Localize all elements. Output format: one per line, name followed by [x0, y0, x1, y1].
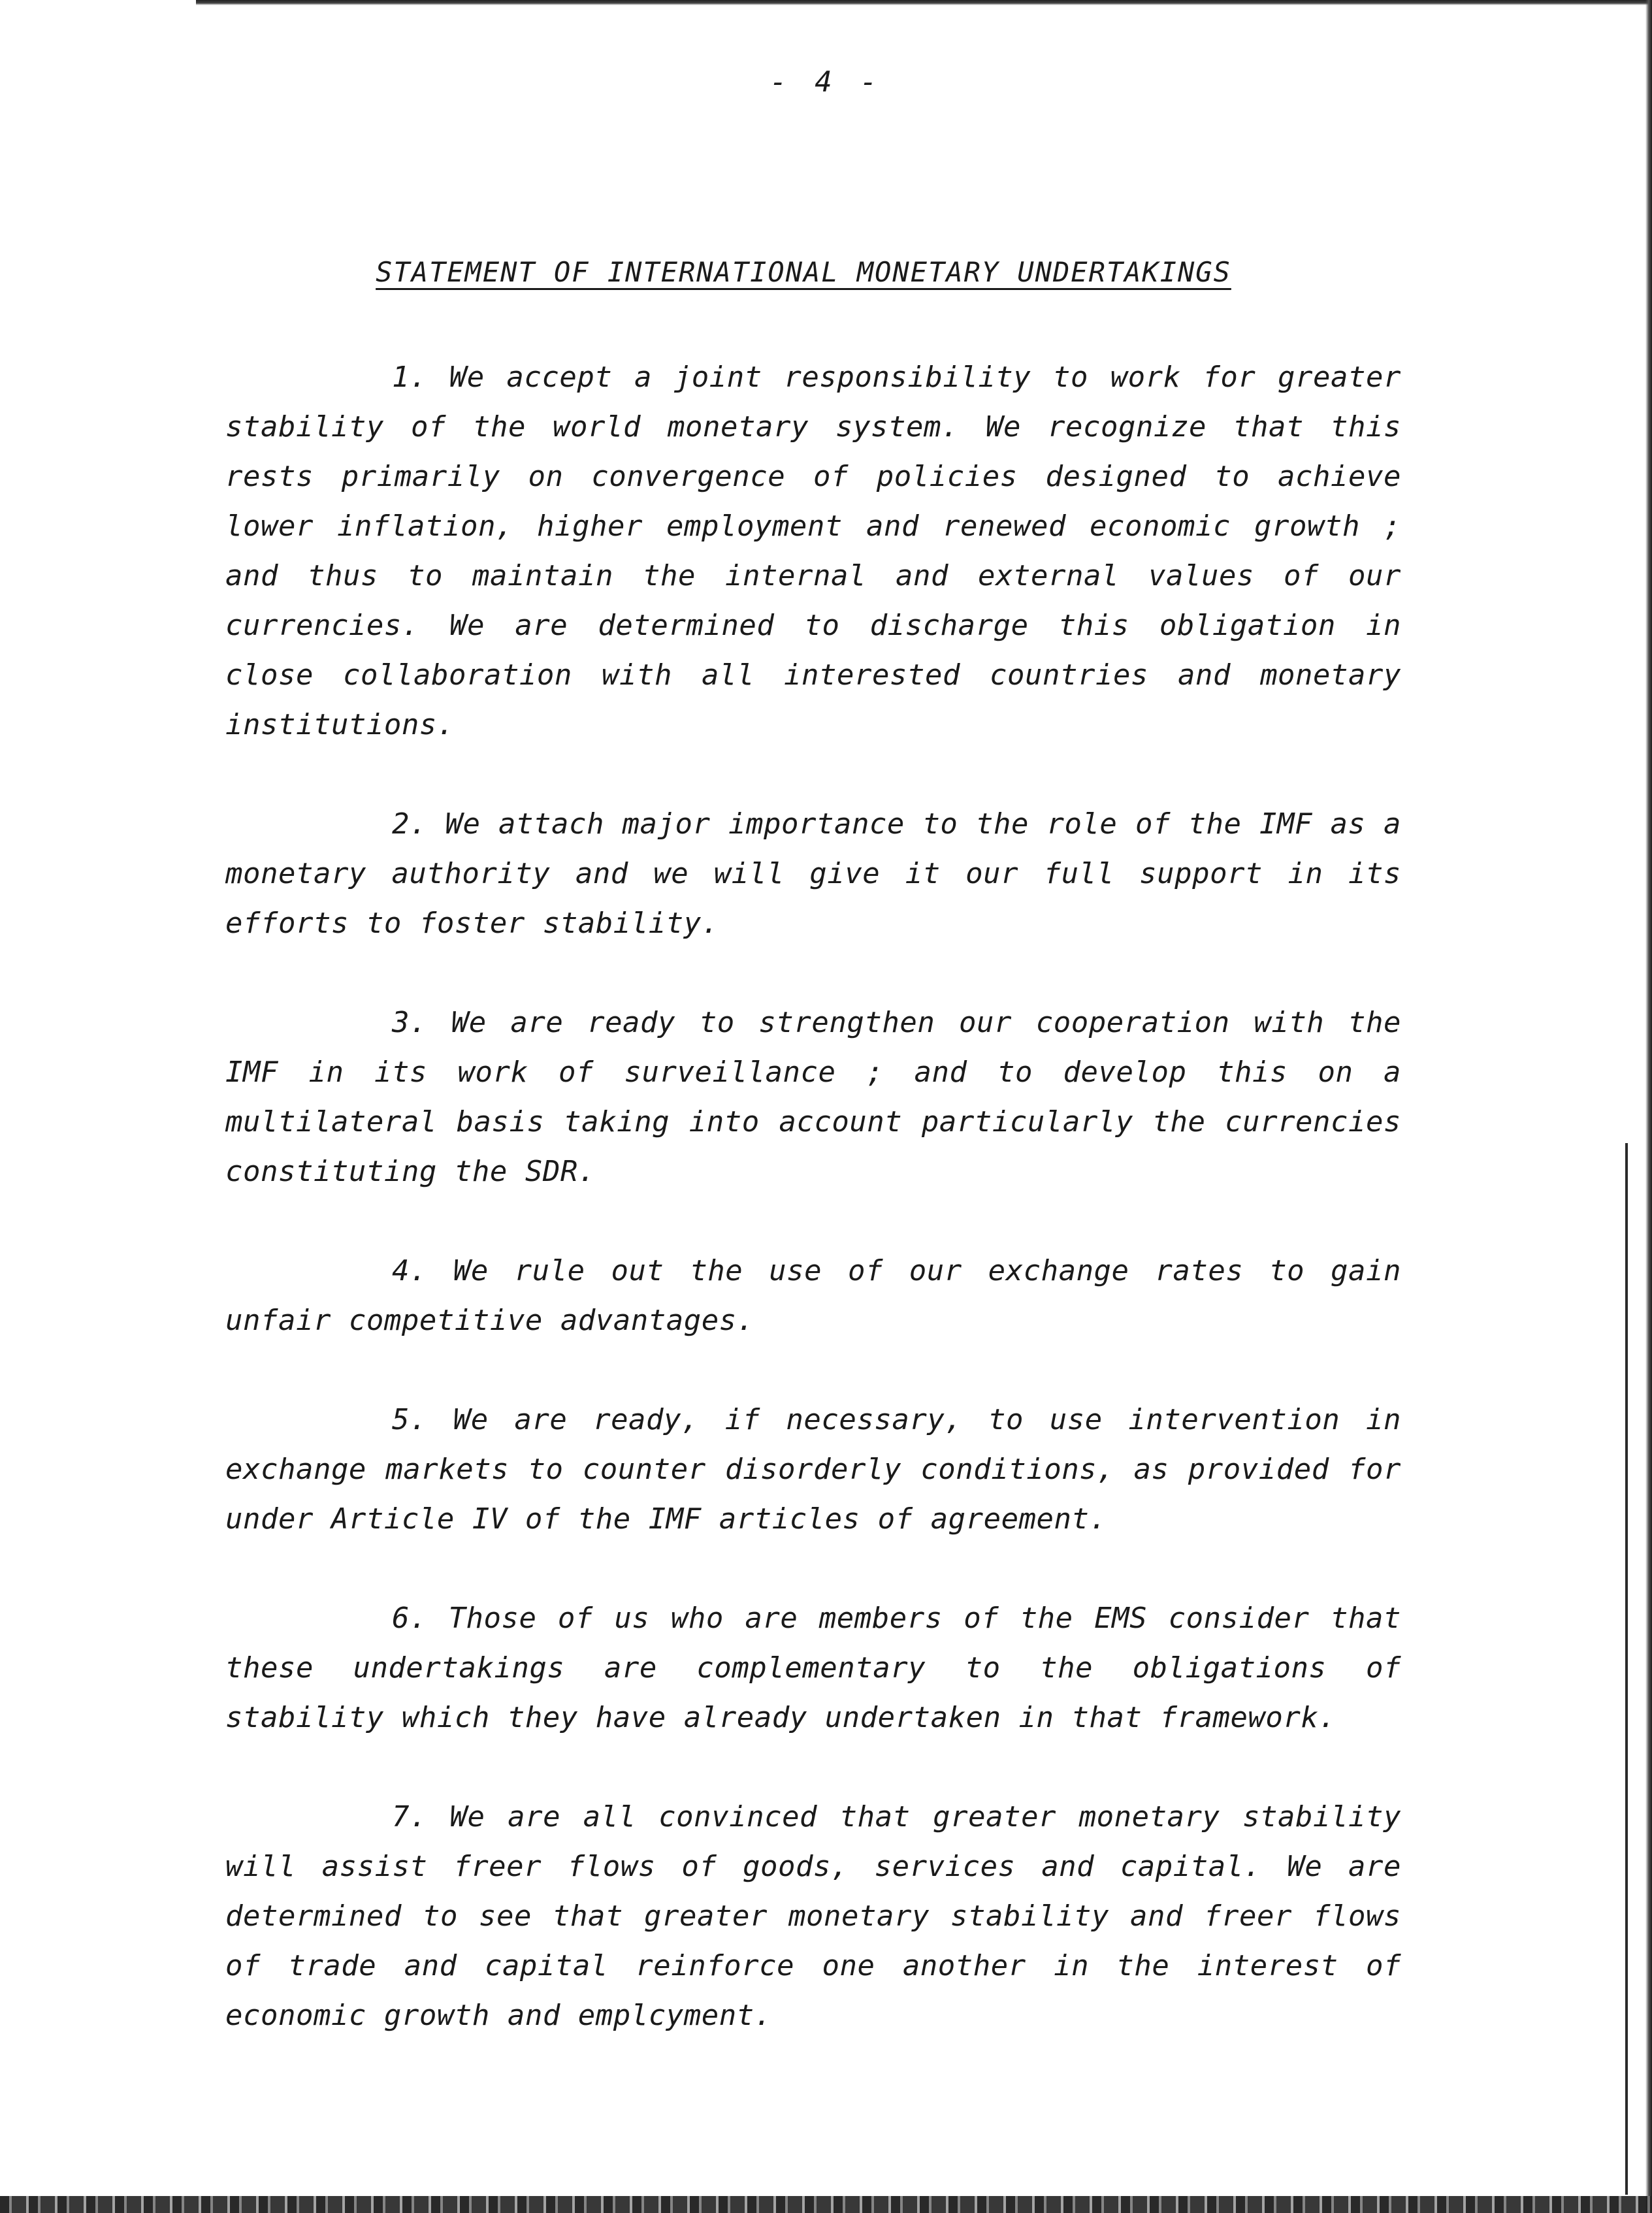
paragraph-number: 4.	[392, 1254, 427, 1287]
paragraph-3	[225, 998, 1401, 1197]
paragraph-number: 1.	[392, 361, 427, 394]
paragraph-text: We are all convinced that greater monetary stability will assist freer flows of goods, services and capital. We are determined to see that greater monetary stability and freer flows of trade and capital reinforce one another in the interest of economic growth and emplcyment.	[225, 1800, 1401, 2032]
paragraph-1	[225, 353, 1401, 750]
paragraph-number: 3.	[392, 1006, 427, 1039]
document-title: STATEMENT OF INTERNATIONAL MONETARY UNDERTAKINGS	[376, 256, 1231, 288]
document-body	[225, 353, 1401, 2090]
scan-edge-bottom	[0, 2196, 1652, 2213]
paragraph-5	[225, 1395, 1401, 1544]
paragraph-6	[225, 1594, 1401, 1743]
paragraph-number: 5.	[392, 1403, 427, 1436]
scan-edge-right	[1645, 0, 1652, 2213]
paragraph-number: 7.	[392, 1800, 427, 1833]
paragraph-text: We rule out the use of our exchange rates to gain unfair competitive advantages.	[225, 1254, 1401, 1337]
paragraph-text: We attach major importance to the role of the IMF as a monetary authority and we will give it our full support in its efforts to foster stability.	[225, 807, 1401, 940]
paragraph-4	[225, 1246, 1401, 1346]
paragraph-text: We are ready, if necessary, to use intervention in exchange markets to counter disorderly conditions, as provided for under Article IV of the IMF articles of agreement.	[225, 1403, 1401, 1536]
page-number: - 4 -	[769, 65, 883, 99]
paragraph-7	[225, 1792, 1401, 2041]
scan-edge-right-line	[1625, 1143, 1628, 2195]
paragraph-2	[225, 800, 1401, 948]
paragraph-number: 6.	[392, 1602, 427, 1635]
paragraph-text: Those of us who are members of the EMS consider that these undertakings are complementary to the obligations of stability which they have already undertaken in that framework.	[225, 1602, 1401, 1734]
paragraph-number: 2.	[392, 807, 427, 841]
paragraph-text: We accept a joint responsibility to work for greater stability of the world monetary system. We recognize that this rests primarily on convergence of policies designed to achieve lower inflation, higher employment and renewed economic growth ; and thus to maintain the internal and external values of our currencies. We are determined to discharge this obligation in close collaboration with all interested countries and monetary institutions.	[225, 361, 1401, 741]
paragraph-text: We are ready to strengthen our cooperation with the IMF in its work of surveillance ; and to develop this on a multilateral basis taking into account particularly the currencies constituting the SDR.	[225, 1006, 1401, 1188]
scan-edge-top	[196, 0, 1652, 5]
